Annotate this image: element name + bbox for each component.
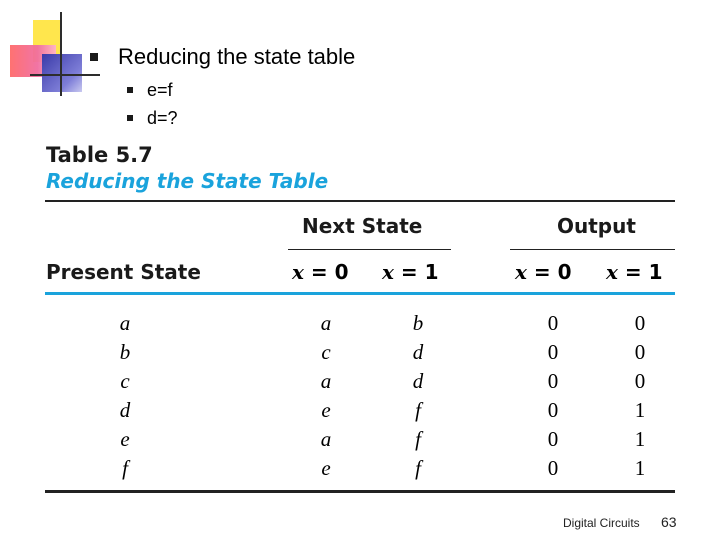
output-x1-cell: 0 (634, 340, 646, 364)
output-x0-cell: 0 (547, 340, 559, 364)
main-bullet-text: Reducing the state table (118, 44, 356, 69)
next-state-x0-cell: e (321, 456, 331, 480)
output-x0-cell: 0 (547, 456, 559, 480)
next-state-x1-cell: d (412, 340, 424, 364)
next-state-x1-header: x = 1 (382, 260, 439, 284)
output-header: Output (557, 214, 636, 238)
table-number: Table 5.7 (46, 143, 153, 167)
page-number: 63 (661, 514, 677, 530)
present-state-header: Present State (46, 260, 201, 284)
present-state-cell: c (120, 369, 130, 393)
logo-horizontal-line (30, 74, 100, 76)
logo-vertical-line (60, 12, 62, 96)
next-state-x1-cell: f (415, 427, 421, 451)
output-x1-cell: 0 (634, 311, 646, 335)
output-x0-cell: 0 (547, 311, 559, 335)
table-title: Reducing the State Table (46, 169, 329, 193)
next-state-header: Next State (302, 214, 423, 238)
output-x1-header: x = 1 (606, 260, 663, 284)
output-x1-cell: 1 (634, 456, 646, 480)
decorative-logo (0, 0, 100, 100)
next-state-x1-cell: b (412, 311, 424, 335)
next-state-x0-header: x = 0 (292, 260, 349, 284)
table-top-rule (45, 200, 675, 202)
output-x1-cell: 1 (634, 427, 646, 451)
next-state-x0-cell: a (320, 427, 332, 451)
next-state-x1-cell: d (412, 369, 424, 393)
present-state-cell: a (119, 311, 131, 335)
next-state-x0-cell: a (320, 369, 332, 393)
next-state-x0-cell: e (321, 398, 331, 422)
footer-label: Digital Circuits (563, 516, 640, 530)
header-separator-rule (45, 292, 675, 295)
bullet-square-icon (127, 115, 133, 121)
next-state-x1-cell: f (415, 456, 421, 480)
bullet-square-icon (127, 87, 133, 93)
present-state-cell: d (119, 398, 131, 422)
next-state-x0-cell: c (321, 340, 331, 364)
next-state-underline (288, 249, 451, 250)
present-state-cell: f (122, 456, 128, 480)
output-x1-cell: 1 (634, 398, 646, 422)
output-underline (510, 249, 675, 250)
bullet-square-icon (90, 53, 98, 61)
output-x1-cell: 0 (634, 369, 646, 393)
output-x0-cell: 0 (547, 369, 559, 393)
table-caption (46, 142, 328, 194)
sub-bullet-text: e=f (147, 80, 173, 100)
table-bottom-rule (45, 490, 675, 493)
present-state-cell: e (120, 427, 130, 451)
output-x0-cell: 0 (547, 427, 559, 451)
output-x0-cell: 0 (547, 398, 559, 422)
next-state-x1-cell: f (415, 398, 421, 422)
next-state-x0-cell: a (320, 311, 332, 335)
present-state-cell: b (119, 340, 131, 364)
sub-bullet-text: d=? (147, 108, 178, 128)
logo-blue-square (42, 54, 82, 92)
output-x0-header: x = 0 (515, 260, 572, 284)
